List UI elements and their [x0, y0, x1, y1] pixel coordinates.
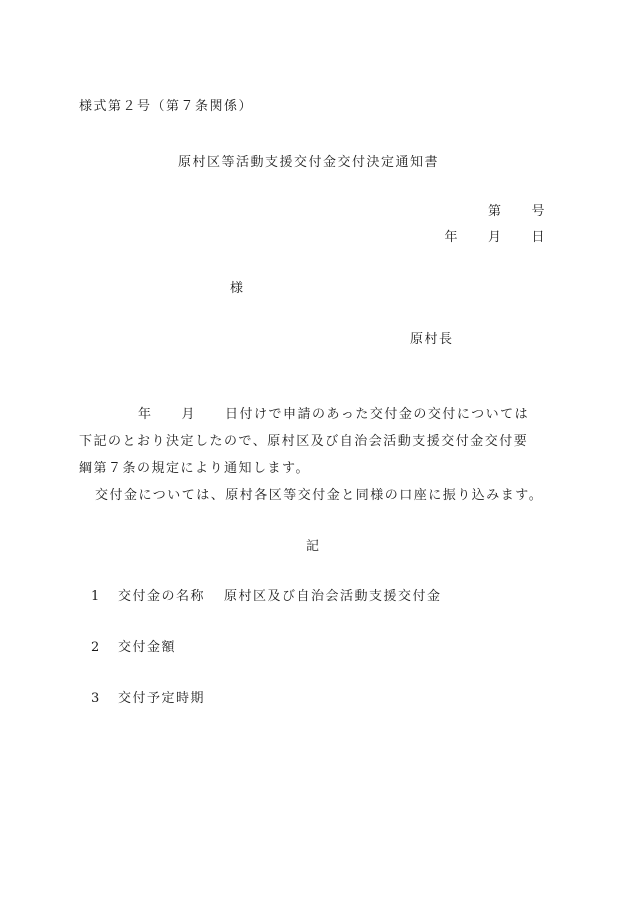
document-title: 原村区等活動支援交付金交付決定通知書: [178, 155, 440, 170]
item-label: 交付金の名称: [118, 589, 206, 604]
body-line-1: 年 月 日付けで申請のあった交付金の交付については: [138, 407, 530, 422]
item-number: 2: [91, 640, 101, 655]
document-date: 年 月 日: [444, 230, 546, 245]
item-label: 交付金額: [118, 640, 177, 655]
body-line-2: 下記のとおり決定したので、原村区及び自治会活動支援交付金交付要: [79, 434, 529, 449]
item-number: 1: [91, 589, 101, 604]
item-label: 交付予定時期: [118, 691, 206, 706]
ki-heading: 記: [306, 539, 321, 554]
item-number: 3: [91, 691, 101, 706]
recipient-suffix: 様: [230, 281, 245, 296]
item-value: 原村区及び自治会活動支援交付金: [224, 589, 442, 604]
form-label: 様式第２号（第７条関係）: [79, 99, 254, 114]
body-line-4: 交付金については、原村各区等交付金と同様の口座に振り込みます。: [95, 488, 544, 503]
document-number: 第 号: [487, 204, 546, 219]
body-line-3: 綱第７条の規定により通知します。: [79, 461, 310, 476]
issuer-name: 原村長: [410, 332, 454, 347]
